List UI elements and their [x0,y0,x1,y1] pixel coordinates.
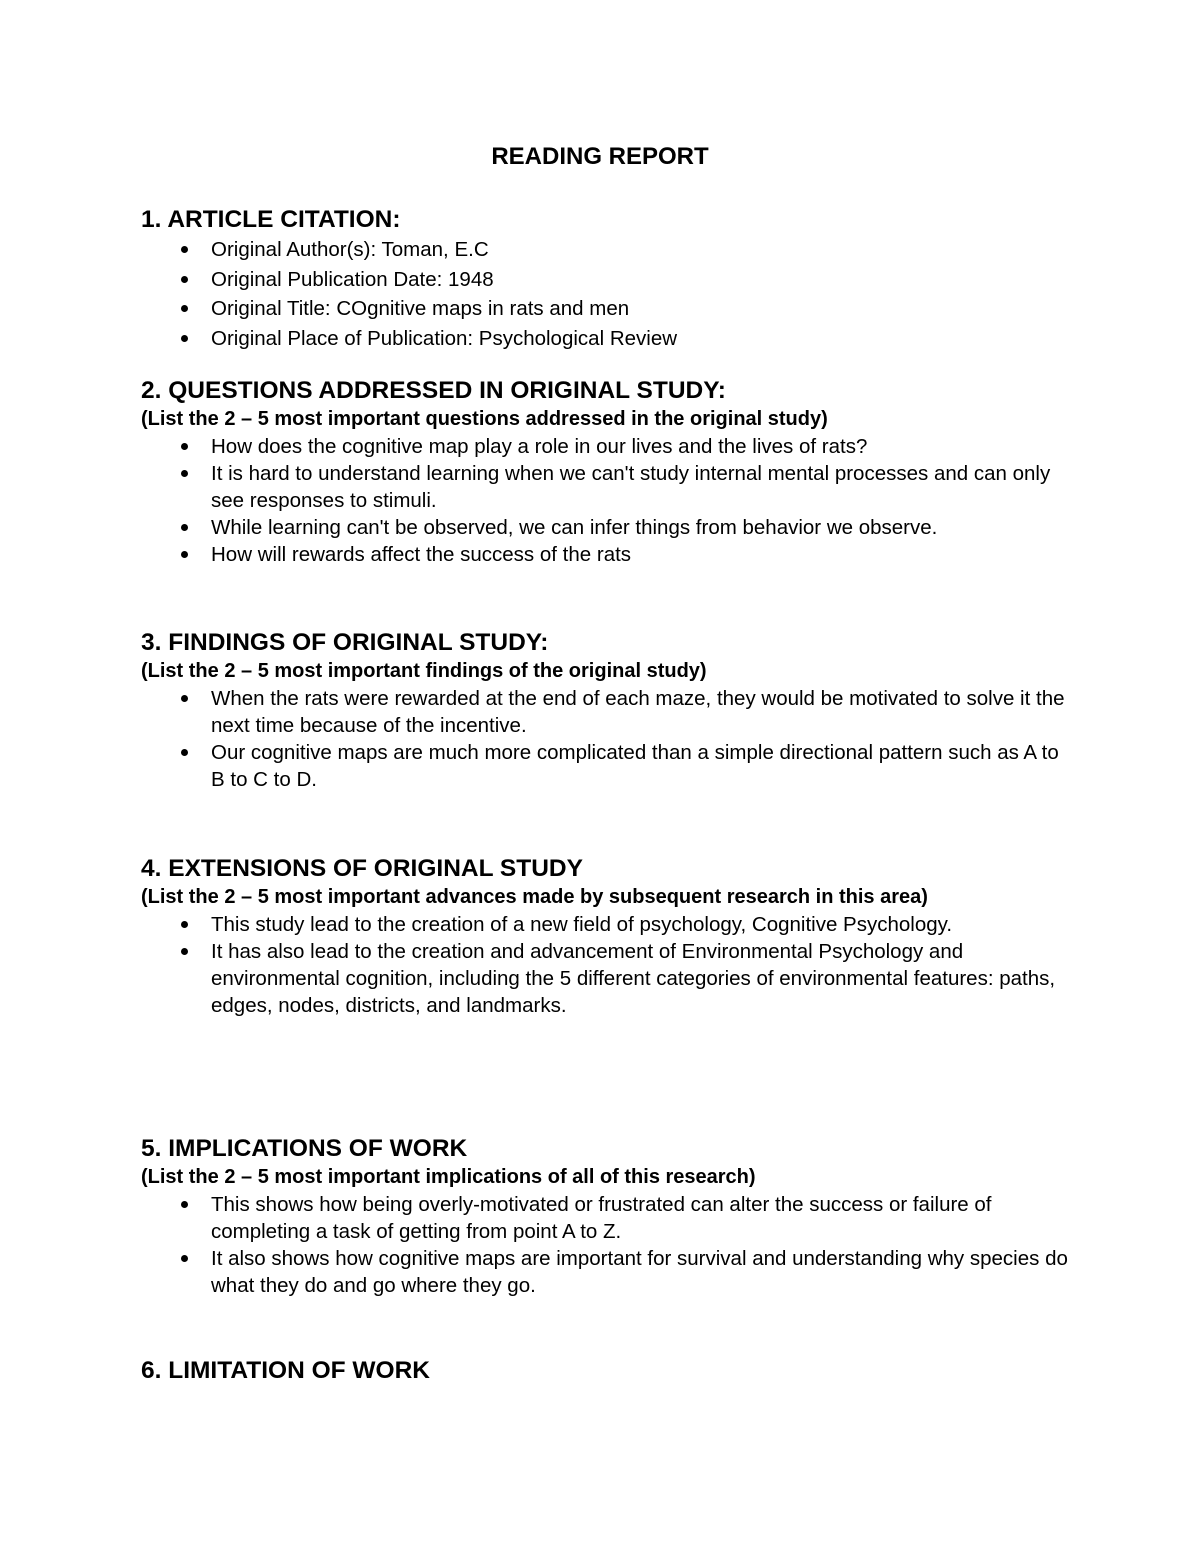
list-item-text: Original Author(s): Toman, E.C [211,238,489,261]
findings-list [141,685,1071,793]
section-article-citation [141,205,1071,353]
bullet-icon [181,921,188,928]
list-item-text: It is hard to understand learning when we can't study internal mental processes and can only see responses to stimuli. [211,462,1051,512]
list-item-text: This study lead to the creation of a new field of psychology, Cognitive Psychology. [211,913,953,936]
list-item [141,514,1071,541]
list-item [141,541,1071,568]
list-item [141,265,1071,295]
list-item [141,685,1071,739]
list-item-text: It has also lead to the creation and advancement of Environmental Psychology and environmental cognition, including the 5 different categories of environmental features: paths, edges, nodes, districts, and landmarks. [211,940,1056,1017]
list-item [141,294,1071,324]
bullet-icon [181,335,188,342]
list-item [141,433,1071,460]
section-questions [141,376,1071,568]
bullet-icon [181,1255,188,1262]
list-item-text: When the rats were rewarded at the end of each maze, they would be motivated to solve it the next time because of the incentive. [211,687,1065,737]
section-limitations [141,1356,1071,1386]
extensions-list [141,911,1071,1019]
bullet-icon [181,470,188,477]
list-item-text: This shows how being overly-motivated or frustrated can alter the success or failure of completing a task of getting from point A to Z. [211,1193,992,1243]
document-title: READING REPORT [491,143,709,170]
section-instruction: (List the 2 – 5 most important advances made by subsequent research in this area) [141,886,928,908]
list-item-text: Original Title: COgnitive maps in rats and men [211,297,630,320]
bullet-icon [181,695,188,702]
list-item [141,1191,1071,1245]
questions-list [141,433,1071,568]
list-item [141,460,1071,514]
section-heading: 1. ARTICLE CITATION: [141,206,401,233]
list-item [141,324,1071,354]
bullet-icon [181,948,188,955]
list-item [141,235,1071,265]
bullet-icon [181,1201,188,1208]
bullet-icon [181,276,188,283]
section-implications [141,1134,1071,1299]
citation-list [141,235,1071,353]
list-item [141,739,1071,793]
list-item-text: Our cognitive maps are much more complicated than a simple directional pattern such as A to B to C to D. [211,741,1059,791]
section-heading: 5. IMPLICATIONS OF WORK [141,1135,468,1162]
bullet-icon [181,246,188,253]
bullet-icon [181,443,188,450]
list-item-text: It also shows how cognitive maps are important for survival and understanding why species do what they do and go where they go. [211,1247,1068,1297]
section-heading: 2. QUESTIONS ADDRESSED IN ORIGINAL STUDY: [141,377,726,404]
bullet-icon [181,524,188,531]
implications-list [141,1191,1071,1299]
bullet-icon [181,305,188,312]
list-item [141,1245,1071,1299]
list-item-text: How will rewards affect the success of the rats [211,543,632,566]
section-instruction: (List the 2 – 5 most important questions addressed in the original study) [141,408,828,430]
list-item-text: While learning can't be observed, we can infer things from behavior we observe. [211,516,938,539]
section-heading: 3. FINDINGS OF ORIGINAL STUDY: [141,629,549,656]
section-instruction: (List the 2 – 5 most important implications of all of this research) [141,1166,756,1188]
section-extensions [141,854,1071,1019]
section-findings [141,628,1071,793]
section-heading: 4. EXTENSIONS OF ORIGINAL STUDY [141,855,583,882]
section-instruction: (List the 2 – 5 most important findings of the original study) [141,660,707,682]
bullet-icon [181,551,188,558]
section-heading: 6. LIMITATION OF WORK [141,1357,430,1384]
bullet-icon [181,749,188,756]
list-item [141,911,1071,938]
list-item-text: How does the cognitive map play a role in our lives and the lives of rats? [211,435,868,458]
list-item [141,938,1071,1019]
list-item-text: Original Place of Publication: Psychological Review [211,326,678,350]
list-item-text: Original Publication Date: 1948 [211,267,494,291]
